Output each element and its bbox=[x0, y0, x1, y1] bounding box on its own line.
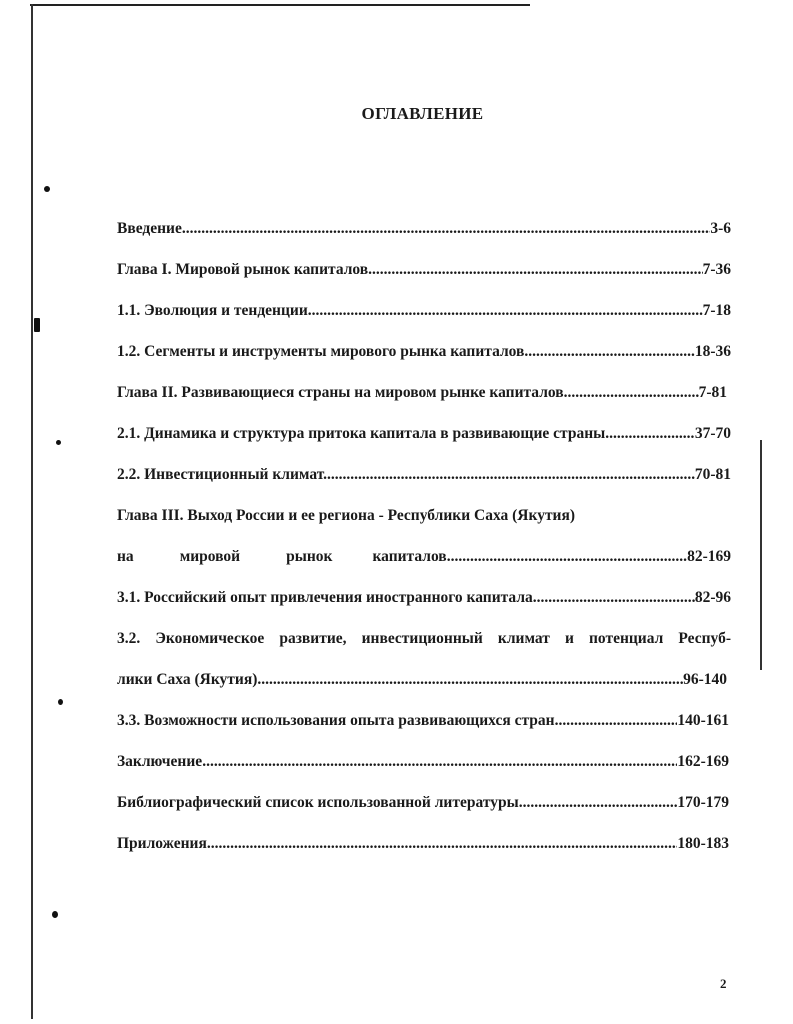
toc-leader-dots bbox=[202, 752, 677, 772]
toc-leader-dots bbox=[555, 711, 678, 731]
toc-entry-2-1 bbox=[117, 424, 731, 444]
scan-speck bbox=[44, 186, 50, 192]
toc-word: рынок bbox=[286, 548, 333, 565]
scan-speck bbox=[58, 699, 63, 705]
toc-leader-dots bbox=[257, 670, 683, 690]
toc-entry-chapter-3-cont bbox=[117, 547, 731, 567]
toc-entry-label: Заключение bbox=[117, 753, 203, 770]
toc-entry-pages: 70-81 bbox=[694, 466, 731, 483]
toc-entry-pages: 7-18 bbox=[702, 302, 731, 319]
toc-leader-dots bbox=[447, 547, 687, 567]
toc-entry-label: 3.1. Российский опыт привлечения иностранного капитала bbox=[117, 589, 533, 606]
toc-entry-label: 2.2. Инвестиционный климат. bbox=[117, 466, 328, 483]
toc-entry-pages: 170-179 bbox=[677, 794, 729, 811]
toc-leader-dots bbox=[533, 588, 695, 608]
toc-entry-1-1 bbox=[117, 301, 731, 321]
toc-entry-pages: 162-169 bbox=[677, 753, 729, 770]
toc-entry-pages: 96-140 bbox=[683, 671, 727, 688]
toc-entry-appendices bbox=[117, 834, 729, 854]
toc-leader-dots bbox=[308, 301, 703, 321]
toc-entry-label: 3.2. Экономическое развитие, инвестиционный климат и потенциал Респуб- bbox=[117, 630, 731, 647]
toc-leader-dots bbox=[524, 342, 694, 362]
toc-entry-label: 1.1. Эволюция и тенденции bbox=[117, 302, 308, 319]
scan-speck bbox=[34, 318, 40, 332]
toc-leader-dots bbox=[327, 465, 695, 485]
toc-entry-pages: 82-96 bbox=[694, 589, 731, 606]
scan-speck bbox=[56, 440, 61, 445]
toc-word: мировой bbox=[179, 548, 241, 565]
toc-entry-label: Глава I. Мировой рынок капиталов bbox=[117, 261, 369, 278]
toc-entry-chapter-1 bbox=[117, 260, 731, 280]
toc-entry-pages: 37-70 bbox=[694, 425, 731, 442]
toc-entry-pages: 7-81 bbox=[698, 384, 727, 401]
scan-edge-right bbox=[760, 440, 762, 670]
toc-entry-pages: 140-161 bbox=[677, 712, 729, 729]
toc-entry-3-2 bbox=[117, 629, 731, 649]
toc-entry-chapter-2 bbox=[117, 383, 727, 403]
page-number: 2 bbox=[720, 976, 727, 991]
toc-leader-dots bbox=[182, 219, 710, 239]
toc-entry-pages: 3-6 bbox=[710, 220, 731, 237]
toc-entry-2-2 bbox=[117, 465, 731, 485]
toc-leader-dots bbox=[519, 793, 678, 813]
toc-entry-3-3 bbox=[117, 711, 729, 731]
toc-leader-dots bbox=[564, 383, 699, 403]
scan-edge-left bbox=[31, 4, 33, 1019]
toc-entry-label: Глава II. Развивающиеся страны на мировом рынке капиталов bbox=[117, 384, 564, 401]
toc-entry-pages: 7-36 bbox=[702, 261, 731, 278]
toc-leader-dots bbox=[368, 260, 702, 280]
toc-entry-label: 1.2. Сегменты и инструменты мирового рынка капиталов bbox=[117, 343, 525, 360]
toc-entry-label: 3.3. Возможности использования опыта развивающихся стран bbox=[117, 712, 555, 729]
toc-leader-dots bbox=[207, 834, 677, 854]
toc-entry-3-2-cont bbox=[117, 670, 727, 690]
toc-entry-bibliography bbox=[117, 793, 729, 813]
toc-entry-label: лики Саха (Якутия) bbox=[117, 671, 258, 688]
toc-entry-conclusion bbox=[117, 752, 729, 772]
toc-entry-label: Введение bbox=[117, 220, 182, 237]
toc-entry-pages: 82-169 bbox=[687, 548, 731, 565]
scan-speck bbox=[52, 911, 58, 918]
scan-edge-top bbox=[30, 4, 530, 6]
toc-word: капиталов bbox=[372, 548, 447, 565]
toc-word: на bbox=[117, 548, 134, 565]
toc-entry-pages: 180-183 bbox=[677, 835, 729, 852]
toc-entry-label: Глава III. Выход России и ее региона - Республики Саха (Якутия) bbox=[117, 507, 576, 524]
toc-entry-3-1 bbox=[117, 588, 731, 608]
page-title: ОГЛАВЛЕНИЕ bbox=[361, 104, 484, 123]
toc-entry-label: 2.1. Динамика и структура притока капитала в развивающие страны bbox=[117, 425, 606, 442]
toc-entry-label bbox=[117, 547, 447, 567]
toc-entry-intro bbox=[117, 219, 731, 239]
toc-entry-label: Приложения bbox=[117, 835, 207, 852]
toc-leader-dots bbox=[605, 424, 695, 444]
toc-entry-label: Библиографический список использованной литературы bbox=[117, 794, 519, 811]
toc-entry-1-2 bbox=[117, 342, 731, 362]
toc-entry-chapter-3 bbox=[117, 506, 731, 526]
toc-entry-pages: 18-36 bbox=[694, 343, 731, 360]
